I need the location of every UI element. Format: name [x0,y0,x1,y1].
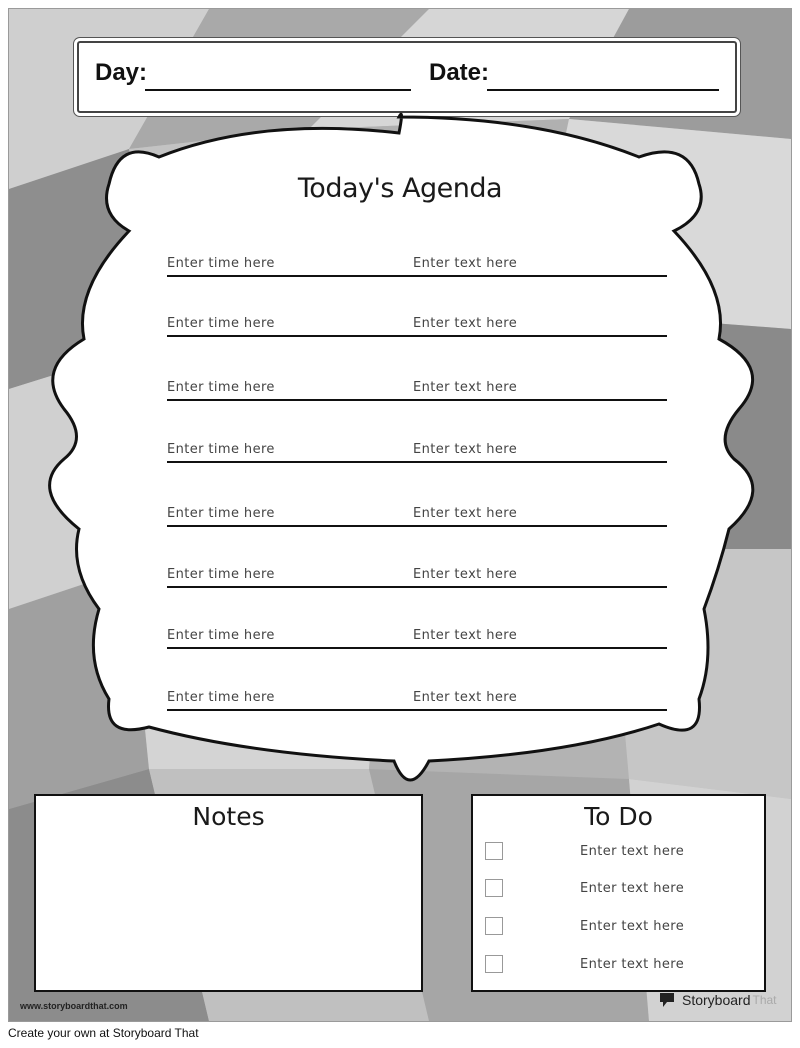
todo-title: To Do [584,802,653,831]
agenda-time[interactable]: Enter time here [167,380,275,395]
todo-text[interactable]: Enter text here [580,844,685,859]
agenda-row[interactable] [167,681,667,711]
agenda-text[interactable]: Enter text here [413,256,518,271]
checkbox[interactable] [485,955,503,973]
row-line [167,461,667,463]
checkbox[interactable] [485,879,503,897]
brand-suffix: That [752,993,777,1007]
date-label: Date: [429,59,490,86]
row-line [167,709,667,711]
todo-item[interactable] [485,917,764,939]
agenda-time[interactable]: Enter time here [167,442,275,457]
footer-credit[interactable]: Create your own at Storyboard That [8,1026,199,1040]
checkbox[interactable] [485,917,503,935]
row-line [167,647,667,649]
row-line [167,399,667,401]
todo-item[interactable] [485,955,764,977]
agenda-row[interactable] [167,307,667,337]
agenda-row[interactable] [167,558,667,588]
row-line [167,335,667,337]
agenda-row[interactable] [167,619,667,649]
agenda-row[interactable] [167,497,667,527]
agenda-time[interactable]: Enter time here [167,690,275,705]
brand-watermark [658,991,777,1009]
agenda-row[interactable] [167,433,667,463]
todo-item[interactable] [485,842,764,864]
storyboard-that-logo-icon [658,991,676,1009]
agenda-text[interactable]: Enter text here [413,690,518,705]
agenda-title: Today's Agenda [297,173,503,204]
agenda-time[interactable]: Enter time here [167,316,275,331]
agenda-text[interactable]: Enter text here [413,442,518,457]
agenda-text[interactable]: Enter text here [413,316,518,331]
agenda-time[interactable]: Enter time here [167,256,275,271]
todo-item[interactable] [485,879,764,901]
site-url: www.storyboardthat.com [20,1001,128,1011]
row-line [167,525,667,527]
agenda-row[interactable] [167,371,667,401]
todo-text[interactable]: Enter text here [580,957,685,972]
day-label: Day: [95,59,148,86]
todo-text[interactable]: Enter text here [580,919,685,934]
row-line [167,275,667,277]
agenda-text[interactable]: Enter text here [413,506,518,521]
checkbox[interactable] [485,842,503,860]
agenda-time[interactable]: Enter time here [167,567,275,582]
todo-text[interactable]: Enter text here [580,881,685,896]
row-line [167,586,667,588]
agenda-time[interactable]: Enter time here [167,506,275,521]
agenda-text[interactable]: Enter text here [413,380,518,395]
notes-box[interactable] [34,794,423,992]
worksheet-page [8,8,792,1022]
agenda-time[interactable]: Enter time here [167,628,275,643]
agenda-text[interactable]: Enter text here [413,628,518,643]
agenda-row[interactable] [167,247,667,277]
todo-box [471,794,766,992]
brand-name: Storyboard [682,992,751,1008]
notes-title: Notes [192,802,265,831]
agenda-text[interactable]: Enter text here [413,567,518,582]
